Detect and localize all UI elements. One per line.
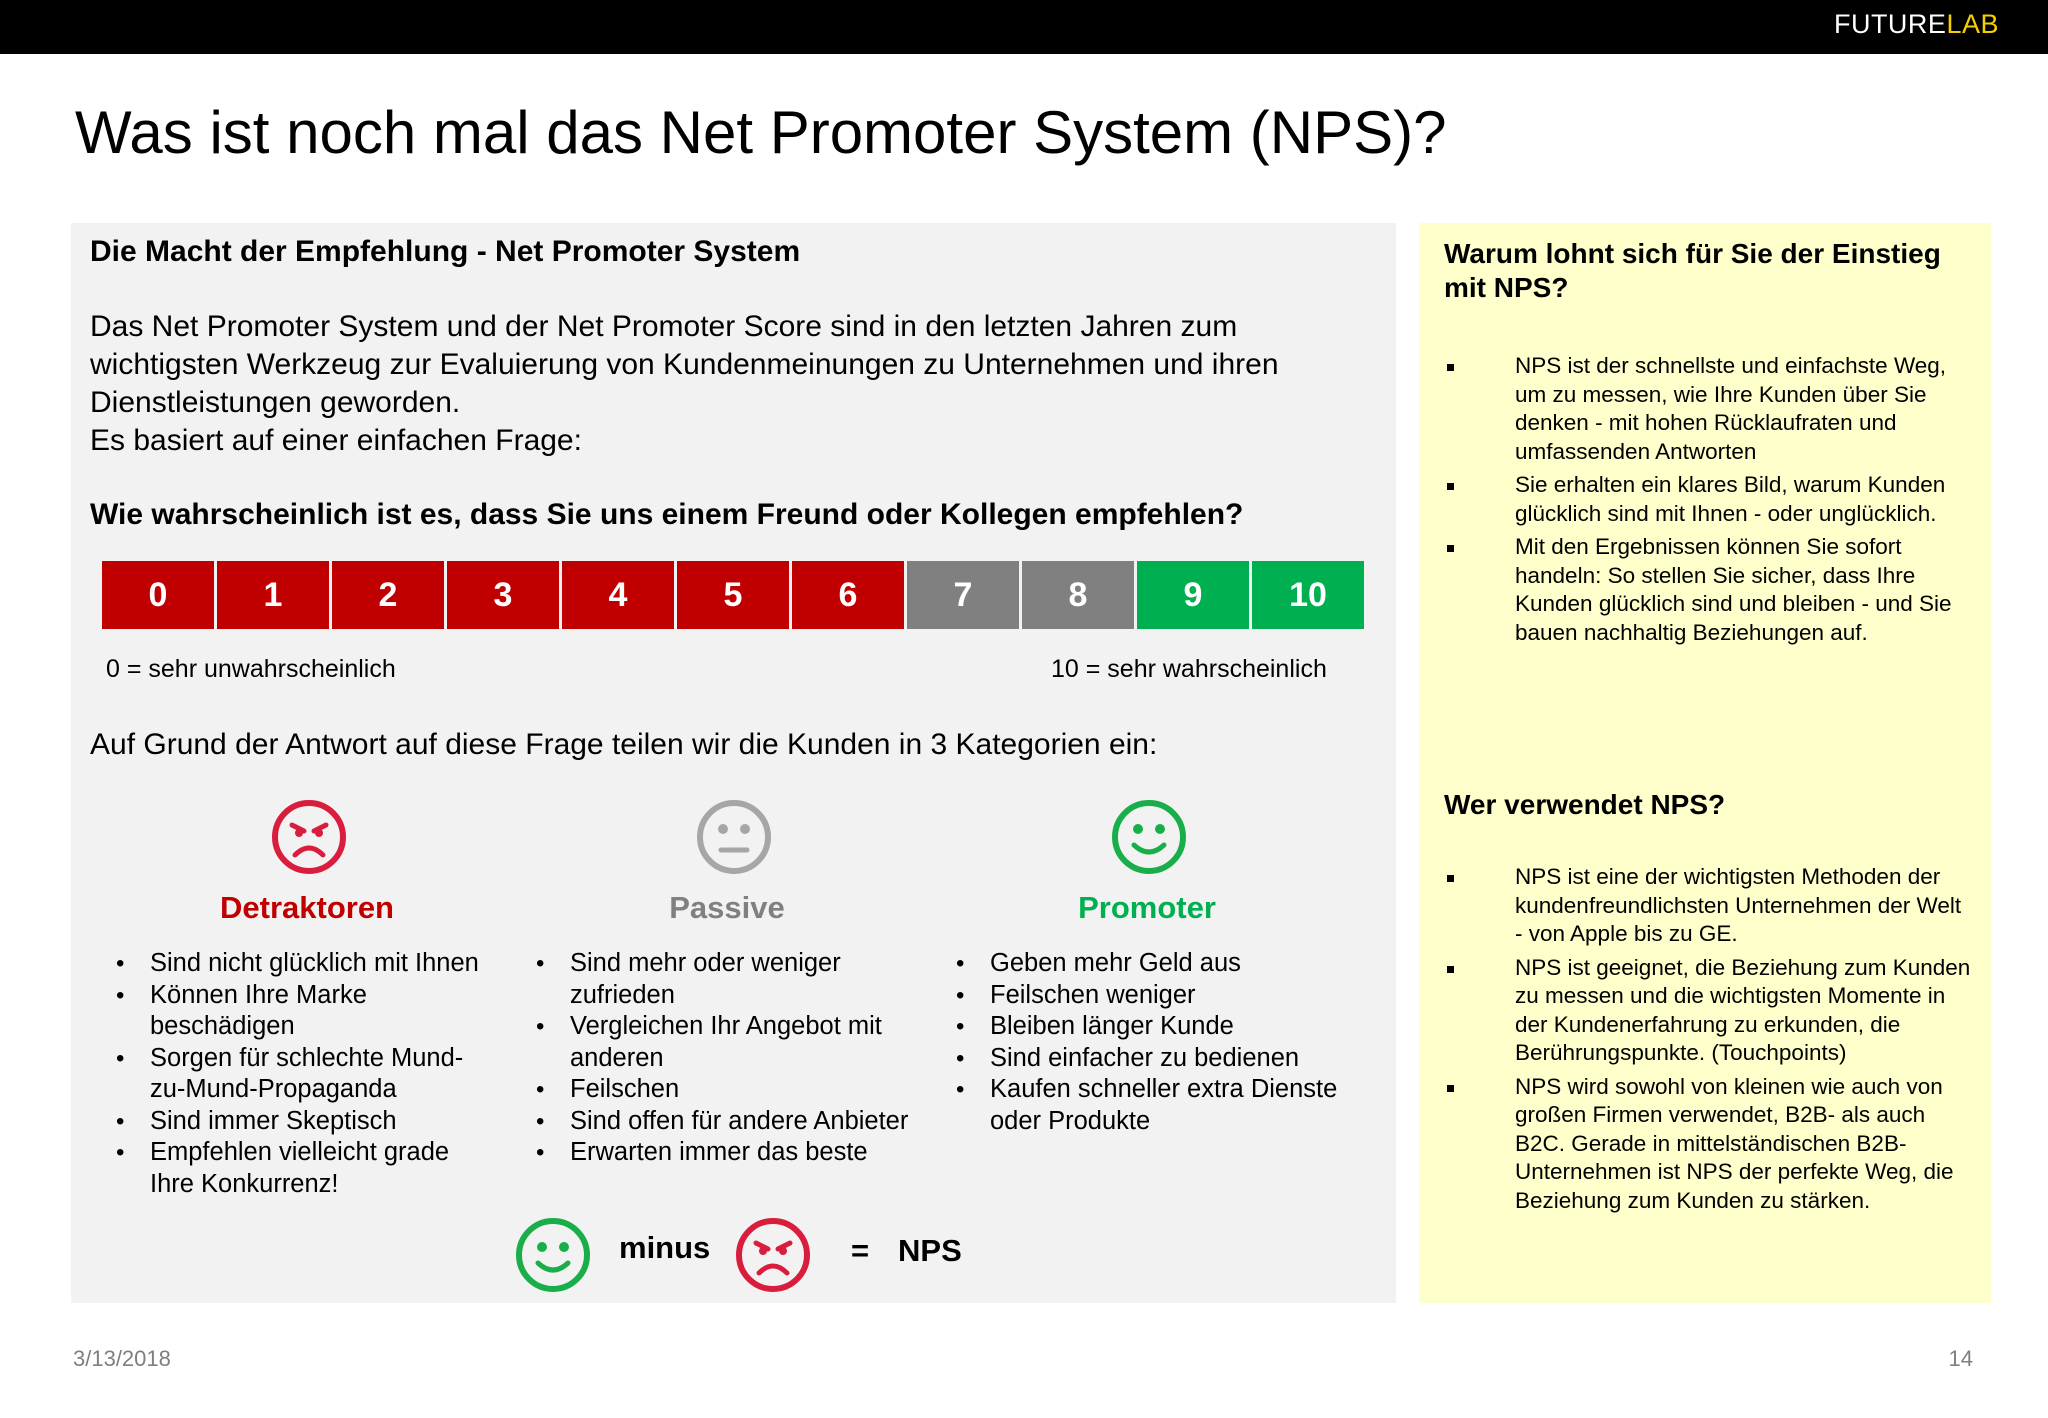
formula-angry-face-icon bbox=[734, 1216, 812, 1294]
passives-list bbox=[532, 948, 932, 1169]
list-item: Sie erhalten ein klares Bild, warum Kunden glücklich sind mit Ihnen - oder unglücklich. bbox=[1444, 471, 1974, 528]
intro-line: Das Net Promoter System und der Net Promoter Score sind in den letzten Jahren zum bbox=[90, 310, 1238, 343]
list-item: • Sind offen für andere Anbieter bbox=[532, 1106, 932, 1138]
scale-cell-1: 1 bbox=[217, 561, 329, 629]
detractors-list bbox=[112, 948, 492, 1200]
intro-line: Dienstleistungen geworden. bbox=[90, 386, 461, 419]
list-item: NPS wird sowohl von kleinen wie auch von großen Firmen verwendet, B2B- als auch B2C. Gerade in mittelständischen B2B-Unternehmen ist NPS der perfekte Weg, die Beziehung zum Kunden zu stärken. bbox=[1444, 1073, 1974, 1216]
category-label-passives: Passive bbox=[669, 890, 785, 925]
list-item: • Sind mehr oder weniger zufrieden bbox=[532, 948, 932, 1011]
intro-line: wichtigsten Werkzeug zur Evaluierung von Kundenmeinungen zu Unternehmen und ihren bbox=[90, 348, 1279, 381]
list-item: Mit den Ergebnissen können Sie sofort handeln: So stellen Sie sicher, dass Ihre Kunden glücklich sind und bleiben - und Sie bauen nachhaltig Beziehungen auf. bbox=[1444, 533, 1974, 647]
page-title: Was ist noch mal das Net Promoter System (NPS)? bbox=[75, 99, 1447, 166]
angry-face-icon bbox=[270, 798, 348, 876]
scale-cell-5: 5 bbox=[677, 561, 789, 629]
who-list bbox=[1444, 863, 1974, 1220]
right-panel bbox=[1419, 223, 1991, 1303]
list-item: • Geben mehr Geld aus bbox=[952, 948, 1372, 980]
list-item: • Feilschen weniger bbox=[952, 980, 1372, 1012]
list-item: • Feilschen bbox=[532, 1074, 932, 1106]
list-item: • Sind einfacher zu bedienen bbox=[952, 1043, 1372, 1075]
footer-date: 3/13/2018 bbox=[73, 1346, 171, 1371]
list-item: NPS ist der schnellste und einfachste Weg, um zu messen, wie Ihre Kunden über Sie denken - mit hohen Rücklaufraten und umfassenden Antworten bbox=[1444, 352, 1974, 466]
list-item: • Sind nicht glücklich mit Ihnen bbox=[112, 948, 492, 980]
list-item: • Können Ihre Marke beschädigen bbox=[112, 980, 492, 1043]
list-item: • Kaufen schneller extra Dienste oder Produkte bbox=[952, 1074, 1372, 1137]
list-item: NPS ist geeignet, die Beziehung zum Kunden zu messen und die wichtigsten Momente in der Kundenerfahrung zu erkunden, die Berührungspunkte. (Touchpoints) bbox=[1444, 954, 1974, 1068]
why-list bbox=[1444, 352, 1974, 652]
left-panel bbox=[71, 223, 1396, 1303]
promoters-list bbox=[952, 948, 1372, 1137]
right-heading-who: Wer verwendet NPS? bbox=[1444, 789, 1726, 820]
intro-text bbox=[90, 308, 1380, 460]
page-number: 14 bbox=[1948, 1346, 1973, 1371]
formula-happy-face-icon bbox=[514, 1216, 592, 1294]
category-label-detractors: Detraktoren bbox=[220, 890, 394, 925]
categories-intro: Auf Grund der Antwort auf diese Frage teilen wir die Kunden in 3 Kategorien ein: bbox=[90, 728, 1158, 761]
top-bar bbox=[0, 0, 2048, 54]
formula-result: NPS bbox=[898, 1233, 962, 1268]
scale-cell-8: 8 bbox=[1022, 561, 1134, 629]
scale-cell-6: 6 bbox=[792, 561, 904, 629]
category-label-promoters: Promoter bbox=[1078, 890, 1216, 925]
scale-cell-0: 0 bbox=[102, 561, 214, 629]
scale-cell-2: 2 bbox=[332, 561, 444, 629]
scale-cell-10: 10 bbox=[1252, 561, 1364, 629]
nps-scale bbox=[102, 561, 1364, 629]
brand-part1: FUTURE bbox=[1833, 9, 1947, 39]
scale-cell-9: 9 bbox=[1137, 561, 1249, 629]
neutral-face-icon bbox=[695, 798, 773, 876]
list-item: NPS ist eine der wichtigsten Methoden der kundenfreundlichsten Unternehmen der Welt - von Apple bis zu GE. bbox=[1444, 863, 1974, 949]
happy-face-icon bbox=[1110, 798, 1188, 876]
scale-cell-3: 3 bbox=[447, 561, 559, 629]
right-heading-why: Warum lohnt sich für Sie der Einstieg mit NPS? bbox=[1444, 238, 1941, 303]
brand-part2: LAB bbox=[1946, 9, 1999, 39]
formula-equals: = bbox=[851, 1233, 870, 1268]
list-item: • Erwarten immer das beste bbox=[532, 1137, 932, 1169]
scale-cell-7: 7 bbox=[907, 561, 1019, 629]
formula-minus: minus bbox=[619, 1230, 711, 1265]
survey-question: Wie wahrscheinlich ist es, dass Sie uns einem Freund oder Kollegen empfehlen? bbox=[90, 498, 1244, 531]
list-item: • Empfehlen vielleicht grade Ihre Konkurrenz! bbox=[112, 1137, 492, 1200]
scale-high-label: 10 = sehr wahrscheinlich bbox=[1051, 655, 1327, 683]
scale-low-label: 0 = sehr unwahrscheinlich bbox=[106, 655, 396, 683]
left-panel-heading: Die Macht der Empfehlung - Net Promoter System bbox=[90, 235, 801, 268]
intro-line: Es basiert auf einer einfachen Frage: bbox=[90, 424, 582, 457]
list-item: • Sorgen für schlechte Mund-zu-Mund-Propaganda bbox=[112, 1043, 492, 1106]
brand-logo bbox=[1834, 9, 1999, 40]
list-item: • Sind immer Skeptisch bbox=[112, 1106, 492, 1138]
list-item: • Vergleichen Ihr Angebot mit anderen bbox=[532, 1011, 932, 1074]
scale-cell-4: 4 bbox=[562, 561, 674, 629]
list-item: • Bleiben länger Kunde bbox=[952, 1011, 1372, 1043]
